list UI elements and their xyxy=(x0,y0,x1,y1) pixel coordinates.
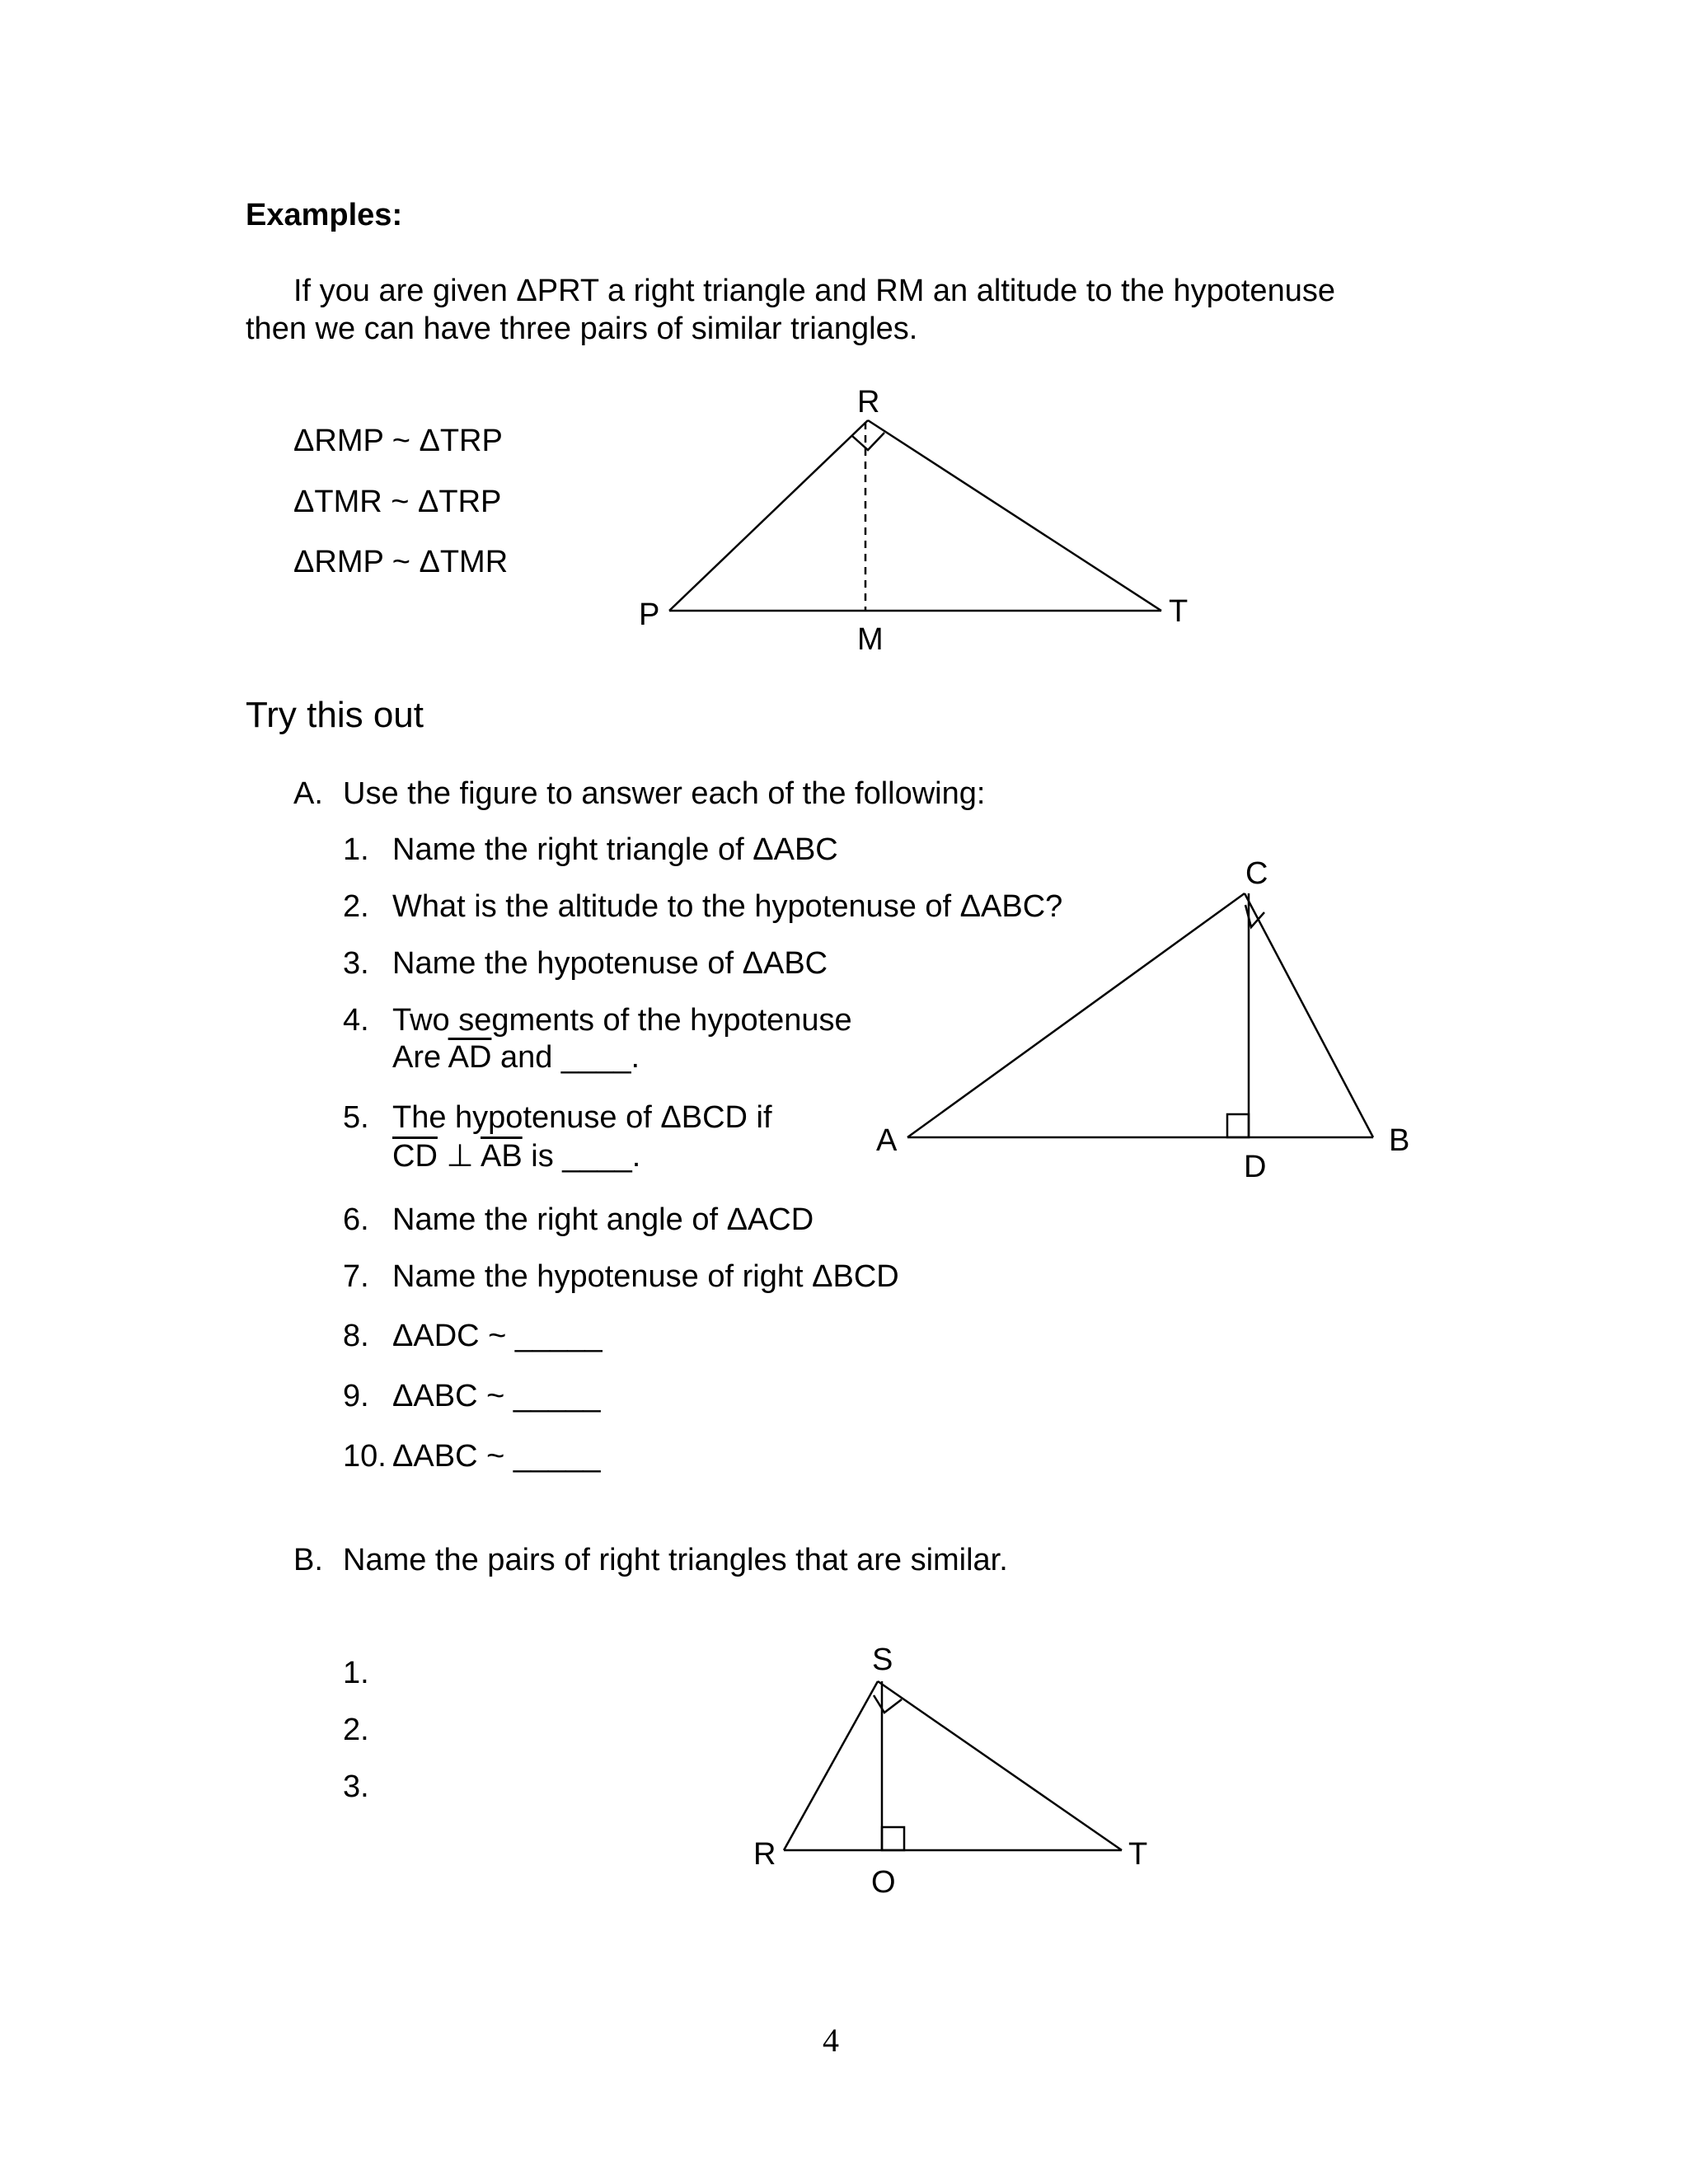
part-b-instruction: Name the pairs of right triangles that are similar. xyxy=(343,1543,1008,1577)
label-a: A xyxy=(876,1123,898,1158)
item-4-line1: Two segments of the hypotenuse xyxy=(392,1003,852,1038)
part-b-label: B. xyxy=(293,1543,323,1577)
item-2-num: 2. xyxy=(343,889,369,924)
side-rs xyxy=(784,1681,878,1850)
label-p: P xyxy=(639,598,660,632)
item-4-line2: Are $\overline{AD}$ and ____. xyxy=(392,1040,640,1075)
side-st xyxy=(878,1681,1122,1850)
item-3-num: 3. xyxy=(343,946,369,981)
item-3-text: Name the hypotenuse of ΔABC xyxy=(392,946,828,981)
examples-heading: Examples: xyxy=(246,198,403,232)
label-t: T xyxy=(1128,1837,1148,1872)
label-b: B xyxy=(1389,1123,1410,1158)
part-a-instruction: Use the figure to answer each of the following: xyxy=(343,776,986,811)
item-5-num: 5. xyxy=(343,1100,369,1135)
label-r: R xyxy=(753,1837,776,1872)
item-7-num: 7. xyxy=(343,1259,369,1294)
segment-ad: $\overline{AD}$ xyxy=(448,1040,492,1075)
item-5-line2: $\overline{CD}$ ⊥ $\overline{AB}$ is ____. xyxy=(392,1139,641,1174)
label-d: D xyxy=(1244,1150,1267,1184)
item-10-text: ΔABC ~ _____ xyxy=(392,1439,601,1474)
similarity-statement-1: ΔRMP ~ ΔTRP xyxy=(293,424,503,458)
item-1-num: 1. xyxy=(343,832,369,867)
label-o: O xyxy=(871,1865,896,1900)
similarity-statement-3: ΔRMP ~ ΔTMR xyxy=(293,545,509,579)
item-8-num: 8. xyxy=(343,1319,369,1353)
item-2-text: What is the altitude to the hypotenuse of ΔABC? xyxy=(392,889,1063,924)
right-angle-mark-o xyxy=(882,1827,904,1850)
label-t: T xyxy=(1169,594,1189,629)
item-5-line1: The hypotenuse of ΔBCD if xyxy=(392,1100,772,1135)
item-7-text: Name the hypotenuse of right ΔBCD xyxy=(392,1259,899,1294)
part-b-item-3: 3. xyxy=(343,1769,369,1804)
item-10-num: 10. xyxy=(343,1439,387,1474)
item-1-text: Name the right triangle of ΔABC xyxy=(392,832,838,867)
segment-cd: $\overline{CD}$ xyxy=(392,1139,438,1174)
item-6-num: 6. xyxy=(343,1202,369,1237)
try-this-heading: Try this out xyxy=(246,695,424,735)
label-m: M xyxy=(857,622,884,657)
part-b-item-1: 1. xyxy=(343,1656,369,1690)
label-s: S xyxy=(872,1643,893,1677)
similarity-statement-2: ΔTMR ~ ΔTRP xyxy=(293,485,502,519)
page-number: 4 xyxy=(823,2022,839,2059)
item-6-text: Name the right angle of ΔACD xyxy=(392,1202,814,1237)
segment-ab: $\overline{AB}$ xyxy=(481,1139,523,1174)
label-c: C xyxy=(1245,856,1268,891)
label-r: R xyxy=(857,385,880,419)
item-9-num: 9. xyxy=(343,1379,369,1413)
part-b-item-2: 2. xyxy=(343,1713,369,1747)
item-4-num: 4. xyxy=(343,1003,369,1038)
part-a-label: A. xyxy=(293,776,323,811)
item-8-text: ΔADC ~ _____ xyxy=(392,1319,603,1353)
item-9-text: ΔABC ~ _____ xyxy=(392,1379,601,1413)
examples-intro-line1: If you are given ΔPRT a right triangle and RM an altitude to the hypotenuse xyxy=(293,274,1335,308)
examples-intro-line2: then we can have three pairs of similar triangles. xyxy=(246,312,918,346)
right-angle-mark-s xyxy=(874,1695,902,1713)
